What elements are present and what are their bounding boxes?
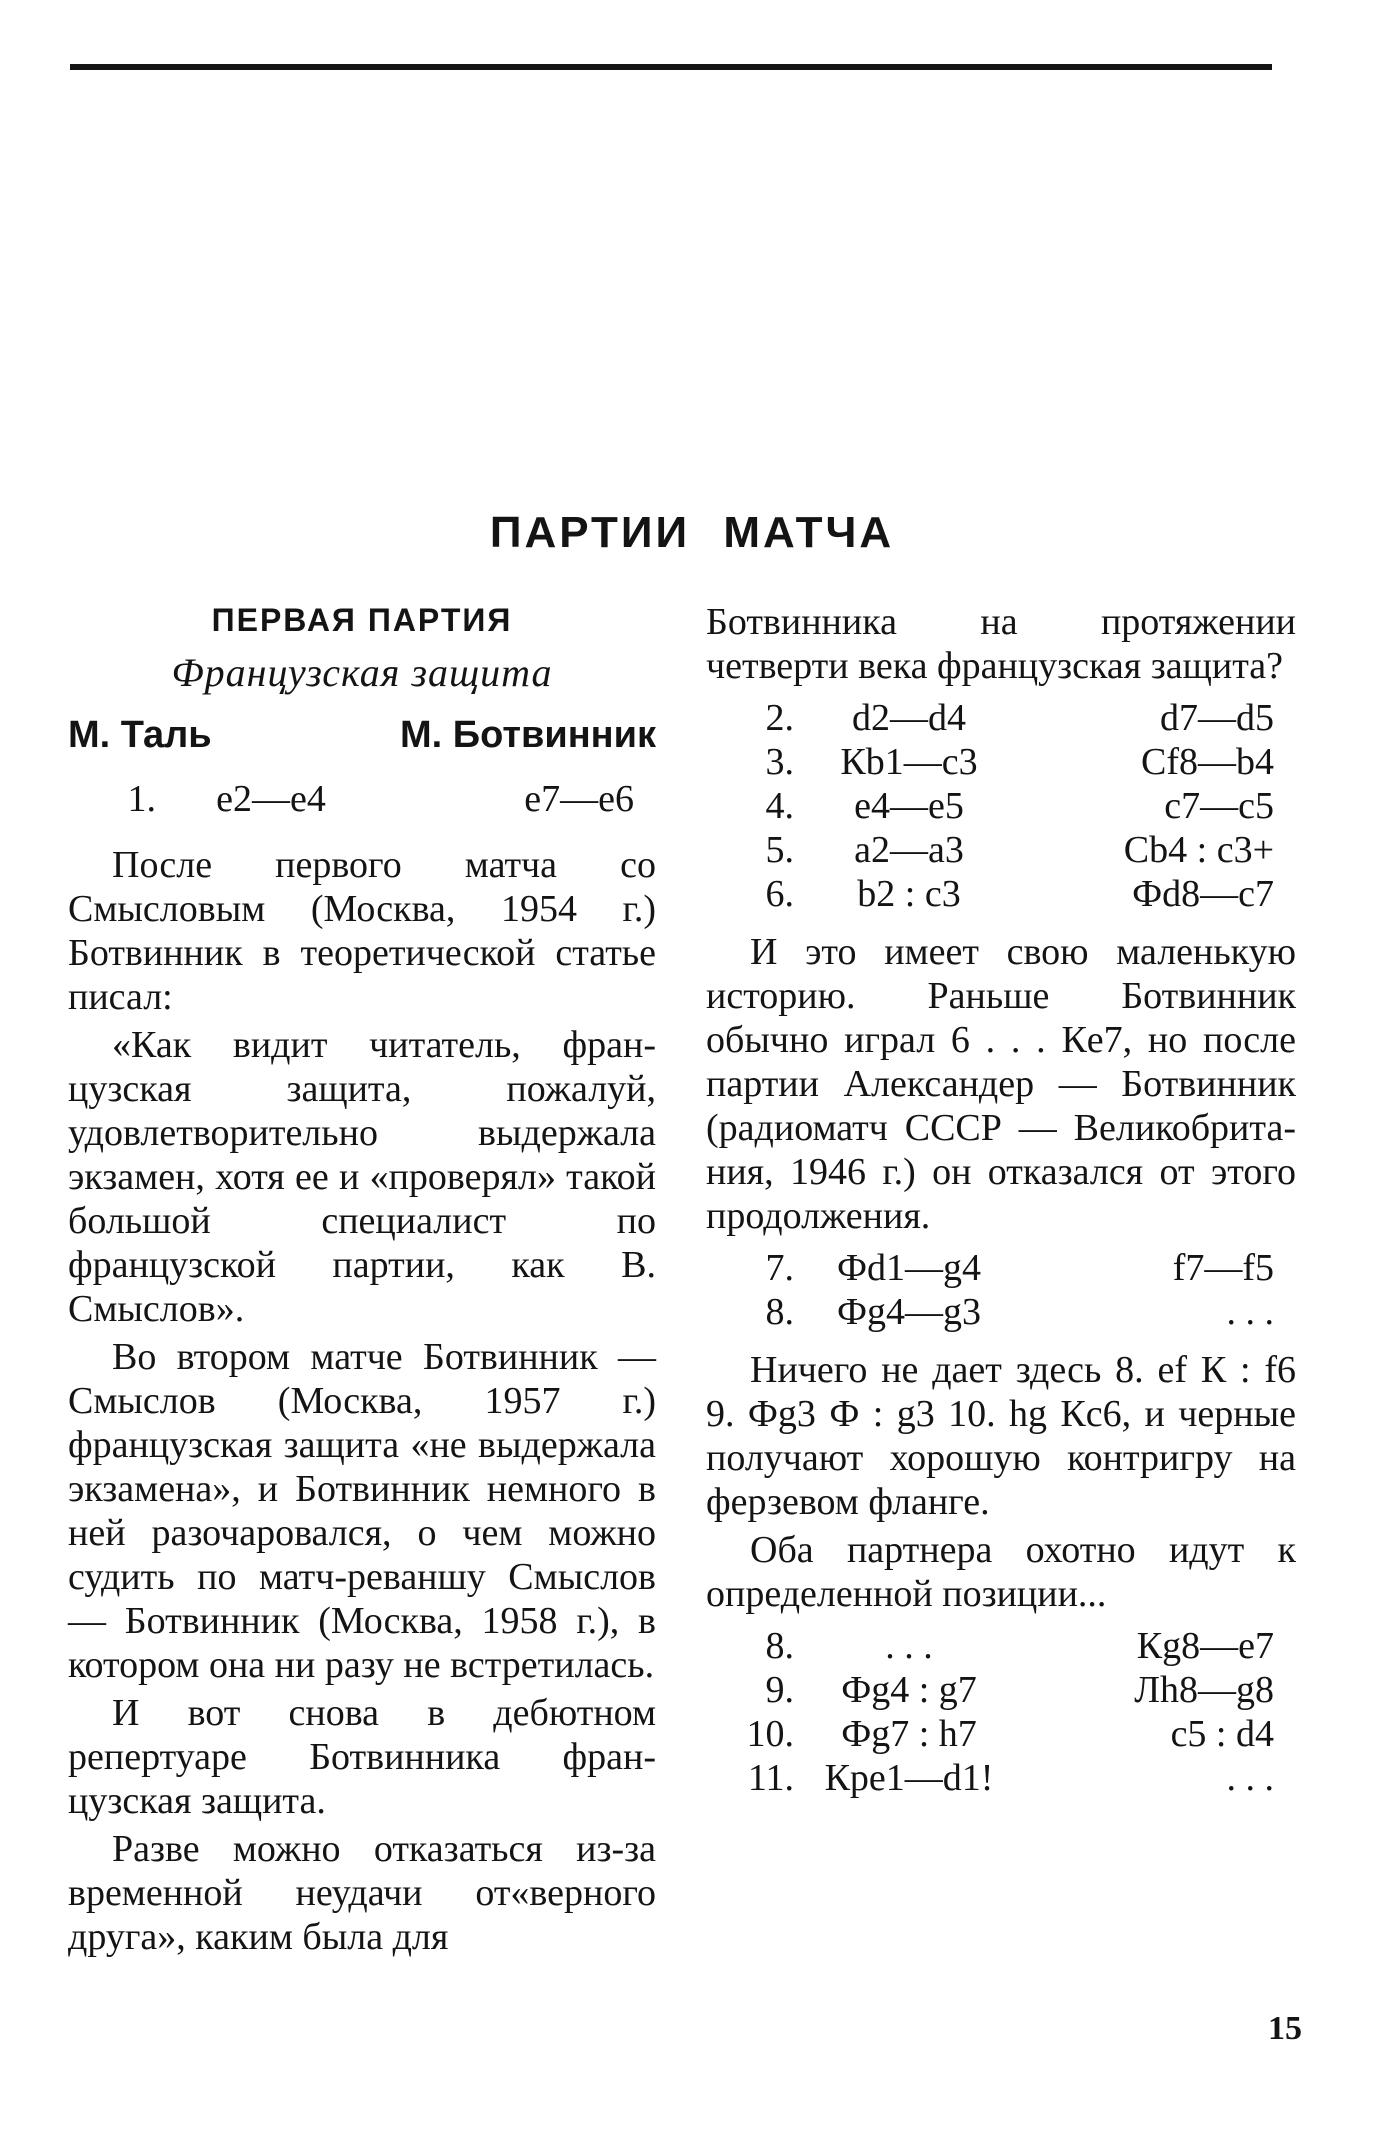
players bbox=[68, 714, 656, 757]
white-player: М. Таль bbox=[68, 714, 212, 756]
move-number: 6. bbox=[765, 873, 794, 915]
move-number: 9. bbox=[765, 1669, 794, 1711]
black-move: Кg8—e7 bbox=[1136, 1625, 1274, 1667]
paragraph: Оба партнера охотно идут к определенной позиции... bbox=[706, 1529, 1296, 1615]
move-number: 8. bbox=[765, 1625, 794, 1667]
white-move: e4—e5 bbox=[854, 785, 964, 827]
move-row bbox=[706, 1756, 1296, 1800]
moves-block bbox=[706, 696, 1296, 916]
move-row bbox=[68, 777, 656, 821]
top-rule bbox=[70, 64, 1272, 70]
move-number: 11. bbox=[747, 1757, 794, 1799]
move-number: 3. bbox=[765, 741, 794, 783]
black-move: f7—f5 bbox=[1172, 1247, 1274, 1289]
paragraph: Во втором матче Ботвинник — Смыслов (Москва, 1957 г.) французская защита «не выдержала экзамена», и Ботвинник немного в ней разочаровался, о чем можно судить по матч-реваншу Смыслов — Ботвинник (Москва, 1958 г.), в котором она ни разу не встретилась. bbox=[68, 1336, 656, 1686]
black-move: d7—d5 bbox=[1160, 697, 1274, 739]
white-move: Фg7 : h7 bbox=[841, 1713, 977, 1755]
white-move: . . . bbox=[885, 1625, 933, 1667]
paragraph: После первого матча со Смысловым (Москва, 1954 г.) Ботвинник в теоретической статье писал: bbox=[68, 844, 656, 1018]
opening-name: Французская защита bbox=[171, 650, 553, 695]
white-move: e2—e4 bbox=[216, 778, 326, 820]
white-move: b2 : c3 bbox=[857, 873, 961, 915]
move-number: 10. bbox=[746, 1713, 794, 1755]
move-number: 4. bbox=[765, 785, 794, 827]
black-move: . . . bbox=[1226, 1757, 1274, 1799]
move-row bbox=[706, 872, 1296, 916]
black-player: М. Ботвинник bbox=[400, 714, 656, 756]
black-move: Cf8—b4 bbox=[1141, 741, 1274, 783]
black-move: Лh8—g8 bbox=[1134, 1669, 1274, 1711]
move-row bbox=[706, 828, 1296, 872]
game-title: ПЕРВАЯ ПАРТИЯ bbox=[211, 602, 513, 638]
white-move: a2—a3 bbox=[854, 829, 964, 871]
paragraph: И это имеет свою маленькую историю. Раньше Ботвинник обычно играл 6 . . . Кe7, но после партии Александер — Ботвинник (радиоматч СССР — Великобритания, 1946 г.) он отказался от этого продолжения. bbox=[706, 931, 1296, 1237]
move-row bbox=[706, 784, 1296, 828]
paragraph: Разве можно отказаться из-за временной неудачи от«верного друга», каким была для bbox=[68, 1828, 656, 1958]
moves-block bbox=[706, 1624, 1296, 1800]
paragraph: «Как видит читатель, французская защита, пожалуй, удовлетворительно выдержала экзамен, хотя ее и «проверял» такой большой специалист по французской партии, как В. Смыслов». bbox=[68, 1024, 656, 1330]
move-row bbox=[706, 696, 1296, 740]
page-number: 15 bbox=[1268, 2010, 1302, 2047]
move-number: 2. bbox=[765, 697, 794, 739]
move-number: 1. bbox=[127, 778, 156, 820]
white-move: d2—d4 bbox=[852, 697, 966, 739]
paragraph: Ничего не дает здесь 8. ef К : f6 9. Фg3 Ф : g3 10. hg Кc6, и черные получают хорошую контригру на ферзевом фланге. bbox=[706, 1349, 1296, 1523]
black-move: e7—e6 bbox=[524, 778, 634, 820]
paragraph: И вот снова в дебютном репертуаре Ботвинника французская защита. bbox=[68, 1692, 656, 1822]
move-number: 7. bbox=[765, 1247, 794, 1289]
black-move: c7—c5 bbox=[1164, 785, 1274, 827]
white-move: Кb1—c3 bbox=[840, 741, 978, 783]
move-row bbox=[706, 1624, 1296, 1668]
black-move: Cb4 : c3+ bbox=[1123, 829, 1274, 871]
move-number: 5. bbox=[765, 829, 794, 871]
move-row bbox=[706, 1290, 1296, 1334]
paragraph-continuation: Ботвинника на протяжении четверти века французская защита? bbox=[706, 601, 1296, 687]
move-row bbox=[706, 1668, 1296, 1712]
move-row bbox=[706, 740, 1296, 784]
white-move: Фg4—g3 bbox=[836, 1291, 982, 1333]
white-move: Фd1—g4 bbox=[836, 1247, 982, 1289]
move-number: 8. bbox=[765, 1291, 794, 1333]
move-row bbox=[706, 1712, 1296, 1756]
black-move: . . . bbox=[1226, 1291, 1274, 1333]
section-title: ПАРТИИ МАТЧА bbox=[489, 508, 895, 557]
moves-block bbox=[706, 1246, 1296, 1334]
white-move: Фg4 : g7 bbox=[841, 1669, 977, 1711]
left-column bbox=[68, 600, 656, 1959]
move-row bbox=[706, 1246, 1296, 1290]
white-move: Крe1—d1! bbox=[824, 1757, 994, 1799]
black-move: Фd8—c7 bbox=[1132, 873, 1274, 915]
right-column bbox=[706, 600, 1296, 1814]
black-move: c5 : d4 bbox=[1170, 1713, 1274, 1755]
